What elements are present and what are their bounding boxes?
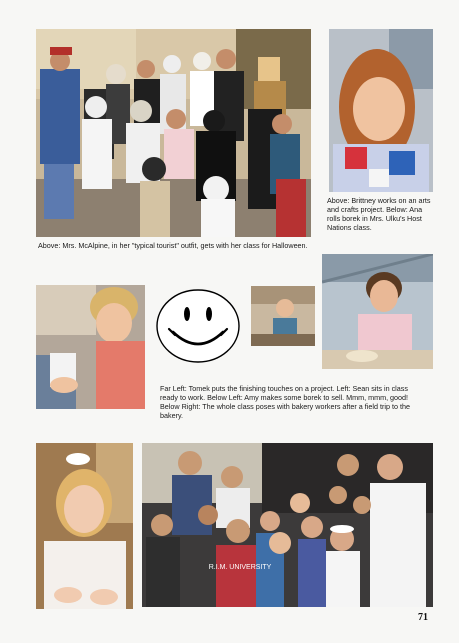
sean-class-photo <box>251 286 315 346</box>
bakery-class-photo <box>142 443 433 607</box>
smiley-face-icon <box>155 288 241 364</box>
halloween-caption: Above: Mrs. McAlpine, in her "typical tourist" outfit, gets with her class for Halloween. <box>38 241 308 250</box>
page-number: 71 <box>418 612 428 623</box>
ana-borek-photo <box>322 254 433 369</box>
crafts-caption: Above: Brittney works on an arts and crafts project. Below: Ana rolls borek in Mrs. Ulku's Host Nations class. <box>327 196 431 232</box>
tomek-project-photo <box>36 285 145 409</box>
brittney-crafts-photo <box>329 29 433 192</box>
bakery-caption: Far Left: Tomek puts the finishing touches on a project. Left: Sean sits in class ready to work. Below Left: Amy makes some borek to sell. Mmm, mmm, good! Below Right: The whole class poses with bakery workers after a field trip to the bakery. <box>160 384 410 420</box>
halloween-class-photo <box>36 29 311 237</box>
amy-borek-photo <box>36 443 133 609</box>
shirt-text: R.I.M. UNIVERSITY <box>208 564 272 571</box>
